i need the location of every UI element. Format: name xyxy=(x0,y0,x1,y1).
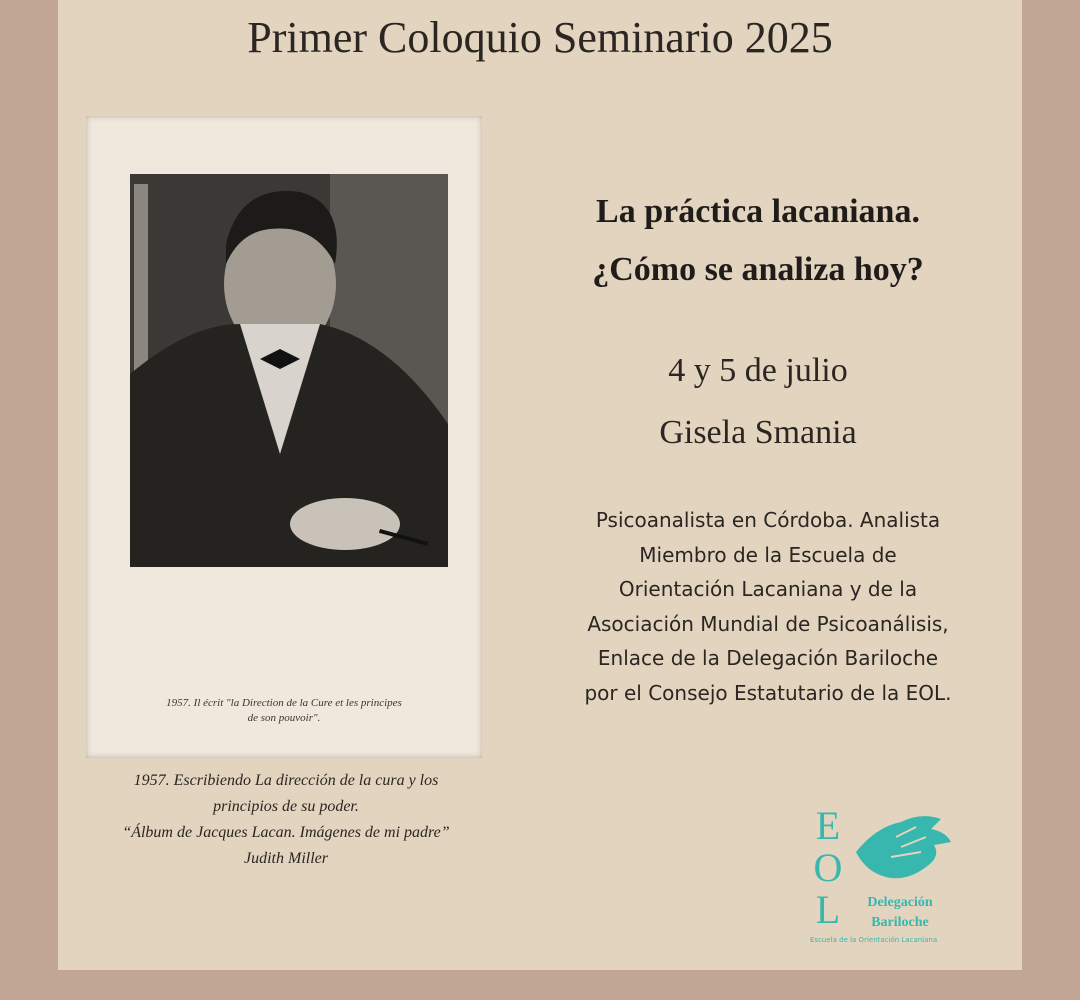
speaker-name: Gisela Smania xyxy=(659,414,857,451)
bio-line: Psicoanalista en Córdoba. Analista xyxy=(595,508,941,532)
headline-line: ¿Cómo se analiza hoy? xyxy=(592,251,924,288)
speaker-bio xyxy=(528,503,1008,710)
portrait-illustration xyxy=(130,174,448,567)
logo-bird-icon xyxy=(846,807,956,892)
logo-line: Bariloche xyxy=(871,915,929,930)
poster xyxy=(58,0,1022,970)
logo-letter: L xyxy=(815,887,841,932)
bio-line: Asociación Mundial de Psicoanálisis, xyxy=(587,611,949,636)
caption-line: 1957. Escribiendo La dirección de la cura y los xyxy=(133,772,439,789)
bio-line: Enlace de la Delegación Bariloche xyxy=(597,646,939,670)
caption-line: Judith Miller xyxy=(244,850,328,867)
photo-inscription-line: de son pouvoir". xyxy=(247,712,321,724)
photo-frame xyxy=(86,116,482,758)
logo-school: Escuela de la Orientación Lacaniana xyxy=(810,936,938,944)
logo-letter: E xyxy=(815,803,841,848)
logo-delegation xyxy=(860,893,940,933)
eol-logo xyxy=(808,805,1008,950)
bio-line: Orientación Lacaniana y de la xyxy=(618,577,918,601)
headline-line: La práctica lacaniana. xyxy=(596,193,920,230)
headline xyxy=(498,183,1018,299)
event-date: 4 y 5 de julio xyxy=(668,352,848,389)
caption-line: “Álbum de Jacques Lacan. Imágenes de mi padre” xyxy=(122,824,450,841)
page-title: Primer Coloquio Seminario 2025 xyxy=(247,13,833,62)
photo-caption xyxy=(86,768,486,872)
logo-line: Delegación xyxy=(867,895,933,910)
portrait-photo xyxy=(130,174,448,567)
caption-line: principios de su poder. xyxy=(213,798,359,815)
bio-line: Miembro de la Escuela de xyxy=(639,542,897,567)
logo-letter: O xyxy=(813,845,843,890)
photo-inscription xyxy=(106,696,462,726)
bio-line: por el Consejo Estatutario de la EOL. xyxy=(584,680,952,705)
logo-letters xyxy=(808,805,848,931)
photo-inscription-line: 1957. Il écrit "la Direction de la Cure et les principes xyxy=(166,697,402,709)
